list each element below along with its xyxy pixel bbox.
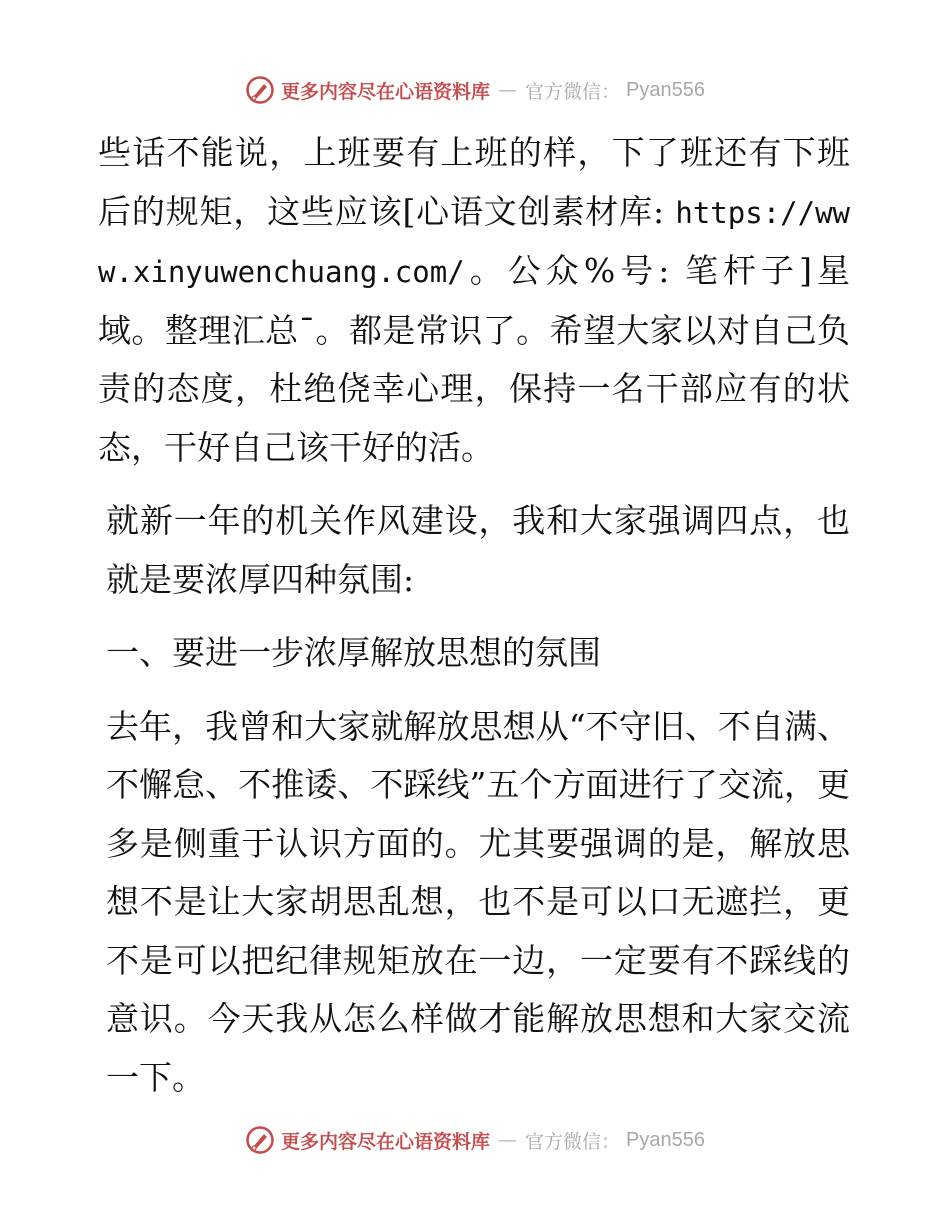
document-body [98,124,850,1122]
paragraph-1-text-a: 些话不能说，上班要有上班的样，下了班还有下班后的规矩，这些应该[心语文创素材库: [98,133,850,231]
paragraph-3: 去年，我曾和大家就解放思想从“不守旧、不自满、不懈怠、不推诿、不踩线”五个方面进行了交流，更多是侧重于认识方面的。尤其要强调的是，解放思想不是让大家胡思乱想，也不是可以口无遮拦，更不是可以把纪律规矩放在一边，一定要有不踩线的意识。今天我从怎么样做才能解放思想和大家交流一下。 [106,706,850,1097]
paragraph-1-url: https://www.xinyuwenchuang.com/ [98,195,850,289]
watermark-wechat-label: 官方微信： [525,80,621,103]
watermark-wechat-label: 官方微信： [525,1130,621,1153]
watermark-dash: — [498,1129,518,1151]
watermark-wechat-id: Pyan556 [626,78,705,101]
pen-nib-logo-icon [245,1125,275,1155]
footer-watermark [0,1122,950,1158]
paragraph-1-text-b: 。公众%号: 笔杆子]星域。整理汇总¯。都是常识了。希望大家以对自己负责的态度，杜绝侥幸心理，保持一名干部应有的状态，干好自己该干好的活。 [98,251,850,467]
watermark-site-text: 更多内容尽在心语资料库 [281,80,491,103]
paragraph-1 [98,124,850,477]
watermark-site-text: 更多内容尽在心语资料库 [281,1130,491,1153]
watermark-wechat-id: Pyan556 [626,1128,705,1151]
header-watermark [0,72,950,108]
pen-nib-logo-icon [245,75,275,105]
section-heading-1: 一、要进一步浓厚解放思想的氛围 [106,633,601,672]
paragraph-2: 就新一年的机关作风建设，我和大家强调四点，也就是要浓厚四种氛围: [106,501,850,599]
watermark-dash: — [498,79,518,101]
